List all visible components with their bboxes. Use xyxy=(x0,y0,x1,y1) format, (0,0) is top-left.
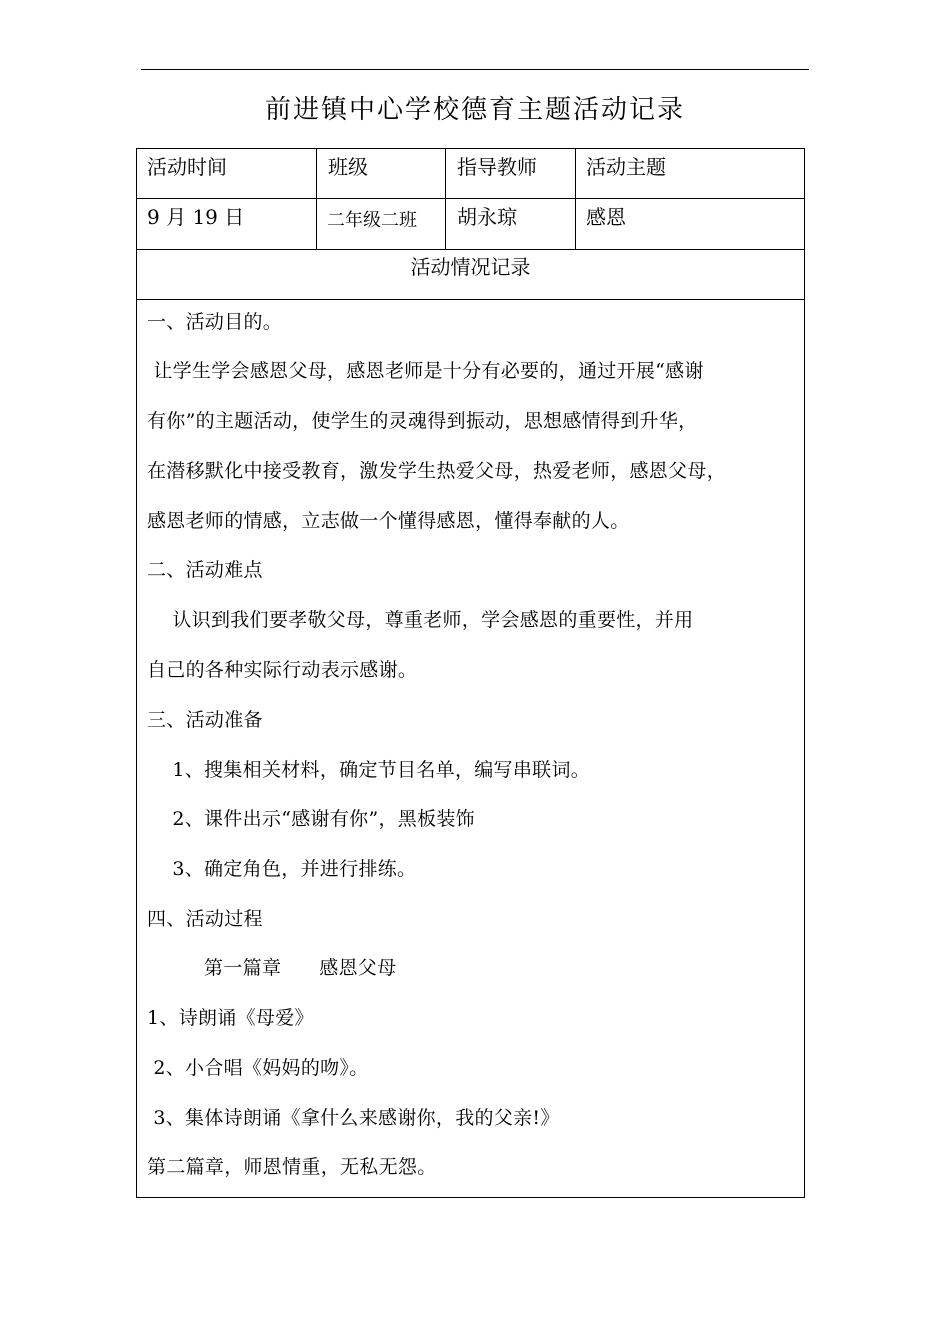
content-line: 1、诗朗诵《母爱》 xyxy=(147,1007,314,1029)
content-line: 3、确定角色，并进行排练。 xyxy=(147,858,417,880)
content-line: 第一篇章 感恩父母 xyxy=(147,957,397,979)
section-title: 活动情况记录 xyxy=(410,255,531,279)
header-class: 班级 xyxy=(328,155,368,179)
content-line: 1、搜集相关材料，确定节目名单，编写串联词。 xyxy=(147,759,591,781)
top-rule xyxy=(141,69,809,70)
content-line: 认识到我们要孝敬父母，尊重老师，学会感恩的重要性，并用 xyxy=(147,609,694,631)
content-line: 三、活动准备 xyxy=(147,709,263,731)
content-line: 有你”的主题活动，使学生的灵魂得到振动，思想感情得到升华， xyxy=(147,410,698,432)
header-teacher: 指导教师 xyxy=(457,155,537,179)
row-divider-2 xyxy=(137,249,804,250)
content-line: 第二篇章，师恩情重，无私无怨。 xyxy=(147,1156,437,1178)
content-line: 在潜移默化中接受教育，激发学生热爱父母，热爱老师，感恩父母， xyxy=(147,460,727,482)
header-theme: 活动主题 xyxy=(586,155,666,179)
row-divider-3 xyxy=(137,299,804,300)
header-time: 活动时间 xyxy=(147,155,227,179)
value-class: 二年级二班 xyxy=(327,210,417,231)
content-line: 2、小合唱《妈妈的吻》。 xyxy=(147,1057,369,1079)
content-line: 一、活动目的。 xyxy=(147,311,283,333)
content-line: 3、集体诗朗诵《拿什么来感谢你，我的父亲!》 xyxy=(147,1107,560,1129)
value-theme: 感恩 xyxy=(586,205,626,229)
content-line: 四、活动过程 xyxy=(147,908,263,930)
value-time: 9 月 19 日 xyxy=(147,205,245,229)
row-divider-1 xyxy=(137,198,804,199)
content-line: 感恩老师的情感，立志做一个懂得感恩，懂得奉献的人。 xyxy=(147,510,630,532)
document-title: 前进镇中心学校德育主题活动记录 xyxy=(264,95,685,125)
col-divider-2 xyxy=(445,149,446,249)
record-table xyxy=(136,148,805,1198)
col-divider-3 xyxy=(575,149,576,249)
content-line: 2、课件出示“感谢有你”，黑板装饰 xyxy=(147,808,475,830)
col-divider-1 xyxy=(316,149,317,249)
value-teacher: 胡永琼 xyxy=(457,205,517,229)
content-line: 自己的各种实际行动表示感谢。 xyxy=(147,659,418,681)
content-line: 让学生学会感恩父母，感恩老师是十分有必要的，通过开展“感谢 xyxy=(147,360,704,382)
content-line: 二、活动难点 xyxy=(147,559,263,581)
